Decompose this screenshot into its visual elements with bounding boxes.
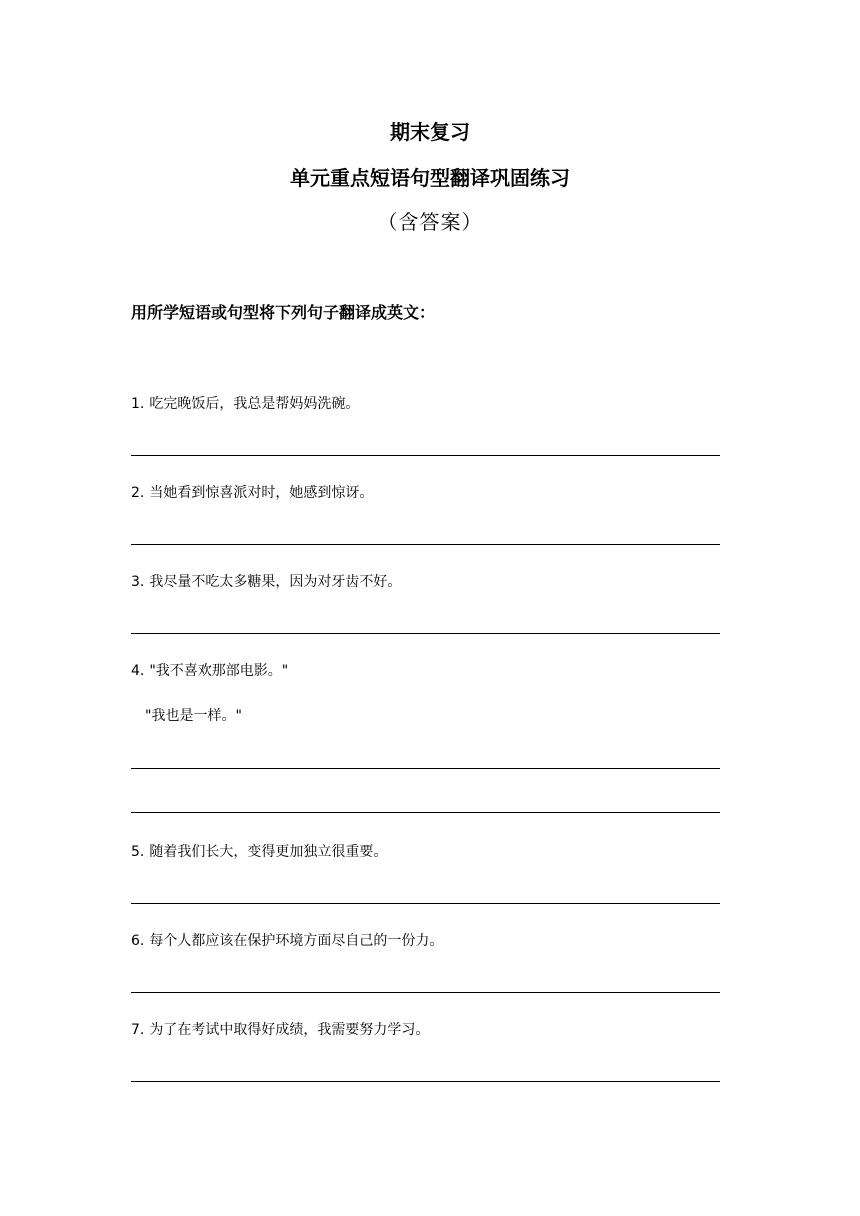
page-subtitle: 单元重点短语句型翻译巩固练习 bbox=[290, 166, 570, 190]
question-1 bbox=[131, 394, 359, 414]
instruction-text: 用所学短语或句型将下列句子翻译成英文： bbox=[131, 303, 436, 322]
answer-line-4a[interactable] bbox=[131, 768, 720, 769]
answer-line-2[interactable] bbox=[131, 544, 720, 545]
question-number: 7. bbox=[131, 1022, 145, 1038]
answer-line-1[interactable] bbox=[131, 455, 720, 456]
question-2 bbox=[131, 483, 373, 503]
question-text: 随着我们长大，变得更加独立很重要。 bbox=[149, 844, 388, 860]
question-number: 1. bbox=[131, 396, 145, 412]
question-number: 2. bbox=[131, 485, 145, 501]
question-4-line2 bbox=[145, 706, 242, 726]
question-4 bbox=[131, 661, 288, 681]
question-text: 我尽量不吃太多糖果，因为对牙齿不好。 bbox=[149, 574, 402, 590]
answer-line-4b[interactable] bbox=[131, 812, 720, 813]
question-text: 为了在考试中取得好成绩，我需要努力学习。 bbox=[149, 1022, 430, 1038]
question-number: 3. bbox=[131, 574, 145, 590]
question-text: "我不喜欢那部电影。" bbox=[149, 663, 289, 679]
question-number: 6. bbox=[131, 933, 145, 949]
answer-line-6[interactable] bbox=[131, 992, 720, 993]
answer-line-3[interactable] bbox=[131, 633, 720, 634]
question-text: 每个人都应该在保护环境方面尽自己的一份力。 bbox=[149, 933, 444, 949]
question-text: 吃完晚饭后，我总是帮妈妈洗碗。 bbox=[149, 396, 360, 412]
question-text: 当她看到惊喜派对时，她感到惊讶。 bbox=[149, 485, 374, 501]
question-5 bbox=[131, 842, 387, 862]
question-7 bbox=[131, 1020, 429, 1040]
answer-line-7[interactable] bbox=[131, 1081, 720, 1082]
question-6 bbox=[131, 931, 443, 951]
question-text-line2: "我也是一样。" bbox=[145, 708, 242, 724]
question-number: 4. bbox=[131, 663, 145, 679]
page-subtitle-note: （含答案） bbox=[377, 210, 483, 234]
question-number: 5. bbox=[131, 844, 145, 860]
question-3 bbox=[131, 572, 401, 592]
answer-line-5[interactable] bbox=[131, 903, 720, 904]
page-title: 期末复习 bbox=[390, 120, 470, 144]
